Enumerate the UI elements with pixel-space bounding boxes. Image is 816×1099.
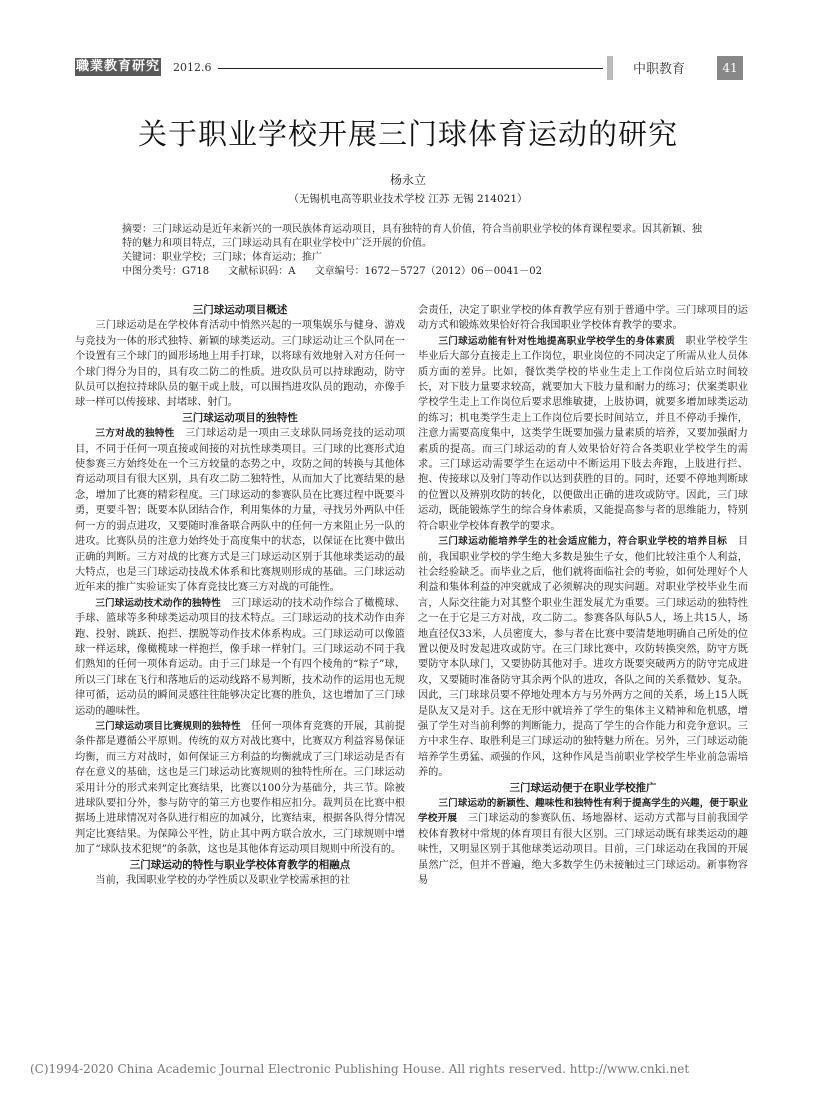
section-heading: 三门球运动项目概述 <box>192 304 288 316</box>
left-column <box>75 303 405 888</box>
header-rule <box>218 68 603 69</box>
page-number: 41 <box>717 56 743 80</box>
author-affiliation: （无锡机电高等职业技术学校 江苏 无锡 214021） <box>288 193 528 205</box>
right-column <box>418 303 748 888</box>
section-heading: 三门球运动便于在职业学校推广 <box>509 781 657 794</box>
abstract-text: 摘要：三门球运动是近年来新兴的一项民族体育运动项目，具有独特的育人价值，符合当前职业学校的体育课程要求。因其新颖、独特的魅力和项目特点，三门球运动具有在职业学校中广泛开展的价值。 <box>122 224 702 249</box>
article-title: 关于职业学校开展三门球体育运动的研究 <box>137 117 678 151</box>
paragraph: 三门球运动是在学校体育活动中悄然兴起的一项集娱乐与健身、游戏与竞技为一体的形式独特、新颖的球类运动。三门球运动让三个队同在一个设置有三个球门的圆形场地上用手打球，以将球有效地射入对方任何一个球门得分为目的，具有攻二防二的性质。进攻队员可以持球跑动，防守队员可以抱拉持球队员的躯干或上肢，可以围挡进攻队员的跑动，亦像手球一样可以传接球、封堵球、射门。 <box>75 320 405 409</box>
article-number: 文章编号：1672－5727（2012）06－0041－02 <box>314 266 542 277</box>
issue-date: 2012.6 <box>173 61 212 74</box>
copyright-footer: (C)1994-2020 China Academic Journal Electronic Publishing House. All rights reserved. http://www.cnki.net <box>30 1062 690 1076</box>
paragraph: 三方对战的独特性 三门球运动是一项由三支球队同场竞技的运动项目，不同于任何一项直接或间接的对抗性球类项目。三门球的比赛形式迫使参赛三方始终处在一个三方较量的态势之中，攻防之间的转换与其他体育运动项目有很大区别，具有攻二防二独特性，从而加大了比赛结果的悬念，增加了比赛的精彩程度。三门球运动的参赛队员在比赛过程中既要斗勇，更要斗智；既要本队团结合作，利用集体的力量，寻找另外两队中任何一方的弱点进攻，又要随时准备联合两队中的任何一方来阻止另一队的进攻。比赛队员的注意力始终处于高度集中的状态，以保证在比赛中做出正确的判断。三方对战的比赛方式是三门球运动区别于其他球类运动的最大特点，也是三门球运动技战术体系和比赛规则形成的基础。三门球运动近年来的推广实验证实了体育竞技比赛三方对战的可能性。 <box>75 428 406 594</box>
paragraph-lead: 三门球运动能培养学生的社会适应能力，符合职业学校的培养目标 <box>438 536 728 548</box>
page-header <box>75 52 743 82</box>
header-divider <box>607 56 613 80</box>
article-author: 杨永立 <box>389 173 426 187</box>
journal-logo: 職業教育研究 <box>75 59 160 74</box>
section-heading: 三门球运动的特性与职业学校体育教学的相融点 <box>129 858 351 871</box>
paragraph-lead: 三门球运动项目比赛规则的独特性 <box>95 720 241 732</box>
paragraph-lead: 三方对战的独特性 <box>95 428 175 440</box>
paragraph: 会责任，决定了职业学校的体育教学应有别于普通中学。三门球项目的运动方式和锻炼效果恰好符合我国职业学校体育教学的要求。 <box>418 305 748 332</box>
paragraph-lead: 三门球运动的新颖性、趣味性和独特性有利于提高学生的兴趣，便于职业学校开展 <box>418 798 748 825</box>
section-name: 中职教育 <box>633 62 686 77</box>
paragraph: 三门球运动的新颖性、趣味性和独特性有利于提高学生的兴趣，便于职业学校开展 三门球运动的参赛队伍、场地器材、运动方式都与目前我国学校体育教材中常规的体育项目有很大区别。三门球运动既有球类运动的趣味性，又明显区别于其他球类运动项目。目前，三门球运动在我国的开展虽然广泛，但并不普遍，绝大多数学生仍未接触过三门球运动。新事物容易 <box>418 798 749 887</box>
paragraph: 三门球运动能有针对性地提高职业学校学生的身体素质 职业学校学生毕业后大部分直接走上工作岗位，职业岗位的不同决定了所需从业人员体质方面的差异。比如，餐饮类学校的毕业生走上工作岗位后站立时间较长，对下肢力量要求较高，就要加大下肢力量和耐力的练习；伏案类职业学校学生走上工作岗位后要求思维敏捷，上肢协调，就要多增加球类运动的练习；机电类学生走上工作岗位后要长时间站立，并且不停动手操作，注意力需要高度集中，这类学生既要加强力量素质的培养，又要加强耐力素质的提高。而三门球运动的育人效果恰好符合各类职业学校学生的需求。三门球运动需要学生在运动中不断运用下肢去奔跑，上肢进行拦、抱、传接球以及射门等动作以达到获胜的目的。同时，还要不停地判断球的位置以及辨别攻防的转化，以便做出正确的进攻或防守。因此，三门球运动，既能锻炼学生的综合身体素质，又能提高参与者的思维能力，特别符合职业学校体育教学的要求。 <box>418 335 749 532</box>
paragraph: 三门球运动技术动作的独特性 三门球运动的技术动作综合了橄榄球、手球、篮球等多种球类运动项目的技术特点。三门球运动的技术动作由奔跑、投射、跳跃、抱拦、摆脱等动作技术体系构成。三门球运动可以像篮球一样运球，像橄榄球一样抱拦，像手球一样射门。三门球运动不同于我们熟知的任何一项体育运动。由于三门球是一个有四个棱角的“粽子”球，所以三门球在飞行和落地后的运动线路不易判断，技术动作的运用也无规律可循，运动员的瞬间灵感往往能够决定比赛的胜负，这也增加了三门球运动的趣味性。 <box>75 597 406 717</box>
abstract-block <box>122 223 702 279</box>
section-heading: 三门球运动项目的独特性 <box>182 411 298 424</box>
keywords: 关键词：职业学校；三门球；体育运动；推广 <box>122 252 322 263</box>
document-code: 文献标识码：A <box>228 266 296 277</box>
paragraph: 三门球运动项目比赛规则的独特性 任何一项体育竞赛的开展，其前提条件都是遵循公平原则。传统的双方对战比赛中，比赛双方利益容易保证均衡，而三方对战时，如何保证三方利益的均衡就成了三门球运动是否有存在意义的基础，这也是三门球运动比赛规则的独特性所在。三门球运动采用计分的形式来判定比赛结果，比赛以100分为基础分，共三节。除被进球队要扣分外，参与防守的第三方也要作相应扣分。裁判员在比赛中根据场上进球情况对各队进行相应的加减分，比赛结束，根据各队得分情况判定比赛结果。为保障公平性，防止其中两方联合放水，三门球规则中增加了“球队技术犯规”的条款，这也是其他体育运动项目规则中所没有的。 <box>75 720 406 856</box>
paragraph: 当前，我国职业学校的办学性质以及职业学校需承担的社 <box>95 875 351 887</box>
clc-number: 中图分类号：G718 <box>122 266 210 277</box>
paragraph-lead: 三门球运动技术动作的独特性 <box>95 597 221 609</box>
paragraph: 三门球运动能培养学生的社会适应能力，符合职业学校的培养目标 目前，我国职业学校的学生绝大多数是独生子女，他们比较注重个人利益，社会经验缺乏。而毕业之后，他们就将面临社会的考验，如何处理好个人利益和集体利益的冲突就成了必须解决的现实问题。对职业学校毕业生而言，人际交往能力对其整个职业生涯发展尤为重要。三门球运动的独特性之一在于它是三方对战，攻二防二。参赛各队每队5人，场上共15人，场地直径仅33米，人员密度大，参与者在比赛中要清楚地明确自己所处的位置以便及时发起进攻或防守。在三门球比赛中，攻防转换突然，防守方既要防守本队球门，又要协防其他对手。进攻方既要突破两方的防守完成进攻，又要随时准备防守其余两个队的进攻，各队之间的关系微妙、复杂。因此，三门球球员要不停地处理本方与另外两方之间的关系，场上15人既是队友又是对手。这在无形中就培养了学生的集体主义精神和危机感，增强了学生对当前利弊的判断能力，提高了学生的合作能力和竞争意识。三方中求生存、取胜利是三门球运动的独特魅力所在。另外，三门球运动能培养学生勇猛、顽强的作风，这种作风是当前职业学校学生毕业前急需培养的。 <box>418 536 749 779</box>
classification-row <box>122 265 702 279</box>
paragraph-lead: 三门球运动能有针对性地提高职业学校学生的身体素质 <box>438 335 676 347</box>
